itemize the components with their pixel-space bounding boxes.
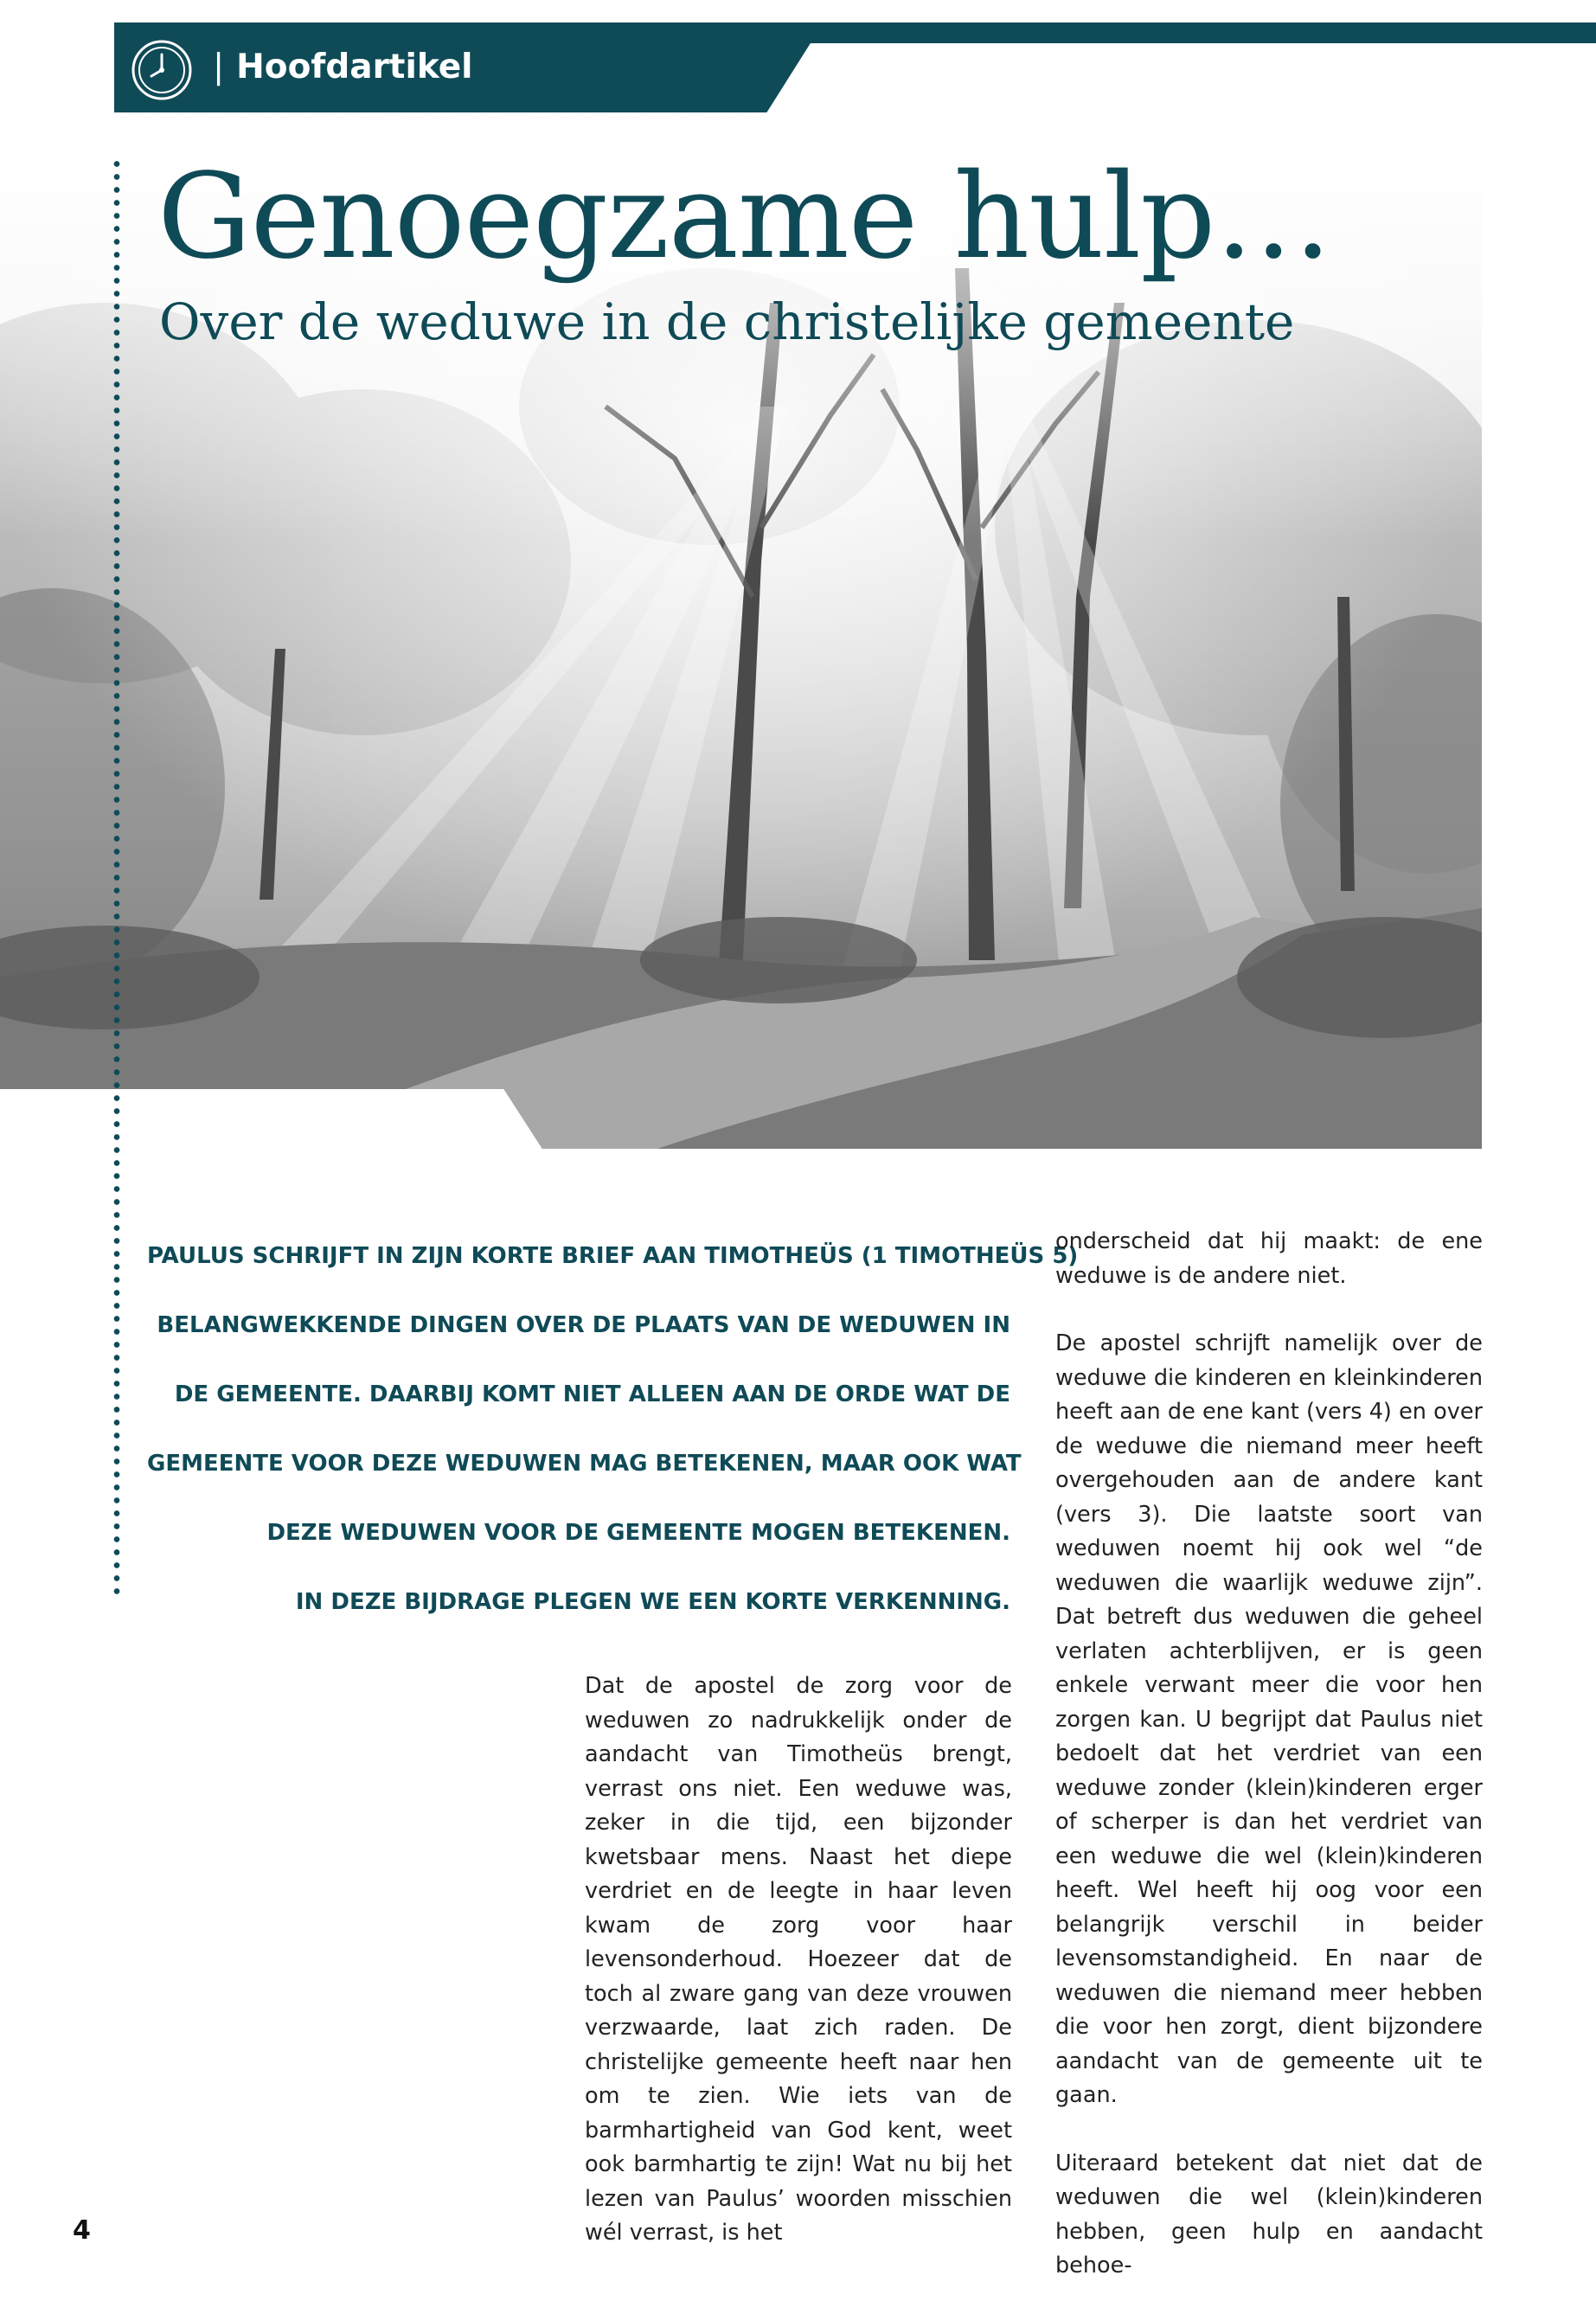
intro-line: BELANGWEKKENDE DINGEN OVER DE PLAATS VAN DE WEDUWEN IN xyxy=(157,1312,1010,1338)
body-column-right xyxy=(1055,1225,1483,2284)
body-paragraph: Uiteraard betekent dat niet dat de weduwen die wel (klein)kinderen hebben, geen hulp en aandacht behoe- xyxy=(1055,2150,1483,2279)
dotted-rule xyxy=(113,157,120,1595)
body-paragraph: De apostel schrijft namelijk over de weduwe die kinderen en kleinkinderen heeft aan de ene kant (vers 4) en over de weduwe die niemand meer heeft overgehouden aan de andere kant (vers 3). Die laatste soort van weduwen noemt hij ook wel “de weduwen die waarlijk weduwe zijn”. Dat betreft dus weduwen die geheel verlaten achterblijven, er is geen enkele verwant meer die voor hen zorgen kan. U begrijpt dat Paulus niet bedoelt dat het verdriet van een weduwe zonder (klein)kinderen erger of scherper is dan het verdriet van een weduwe die wel (klein)kinderen heeft. Wel heeft hij oog voor een belangrijk verschil in beider levensomstandigheid. En naar de weduwen die niemand meer hebben die voor hen zorgt, dient bijzondere aandacht van de gemeente uit te gaan. xyxy=(1055,1330,1483,2108)
section-label-text: Hoofdartikel xyxy=(236,48,473,87)
intro-line: PAULUS SCHRIJFT IN ZIJN KORTE BRIEF AAN TIMOTHEÜS (1 TIMOTHEÜS 5) xyxy=(147,1243,1079,1269)
intro-line: GEMEENTE VOOR DEZE WEDUWEN MAG BETEKENEN, MAAR OOK WAT xyxy=(147,1451,1022,1477)
article-intro xyxy=(147,1221,1079,1637)
intro-line: DEZE WEDUWEN VOOR DE GEMEENTE MOGEN BETEKENEN. xyxy=(266,1520,1010,1546)
article-subtitle: Over de weduwe in de christelijke gemeente xyxy=(159,292,1295,351)
section-label: | Hoofdartikel xyxy=(213,48,473,87)
body-paragraph: Dat de apostel de zorg voor de weduwen zo nadrukkelijk onder de aandacht van Timotheüs brengt, verrast ons niet. Een weduwe was, zeker in die tijd, een bijzonder kwetsbaar mens. Naast het diepe verdriet en de leegte in haar leven kwam de zorg voor haar levensonderhoud. Hoezeer dat de toch al zware gang van deze vrouwen verzwaarde, laat zich raden. De christelijke gemeente heeft naar hen om te zien. Wie iets van de barmhartigheid van God kent, weet ook barmhartig te zijn! Wat nu bij het lezen van Paulus’ woorden misschien wél verrast, is het xyxy=(585,1673,1012,2246)
body-column-middle xyxy=(585,1670,1012,2251)
body-paragraph: onderscheid dat hij maakt: de ene weduwe is de andere niet. xyxy=(1055,1228,1483,1289)
article-title: Genoegzame hulp… xyxy=(157,149,1332,285)
intro-line: IN DEZE BIJDRAGE PLEGEN WE EEN KORTE VERKENNING. xyxy=(295,1589,1010,1615)
intro-line: DE GEMEENTE. DAARBIJ KOMT NIET ALLEEN AAN DE ORDE WAT DE xyxy=(174,1381,1010,1407)
page-number: 4 xyxy=(73,2215,91,2246)
clock-icon xyxy=(130,38,194,102)
